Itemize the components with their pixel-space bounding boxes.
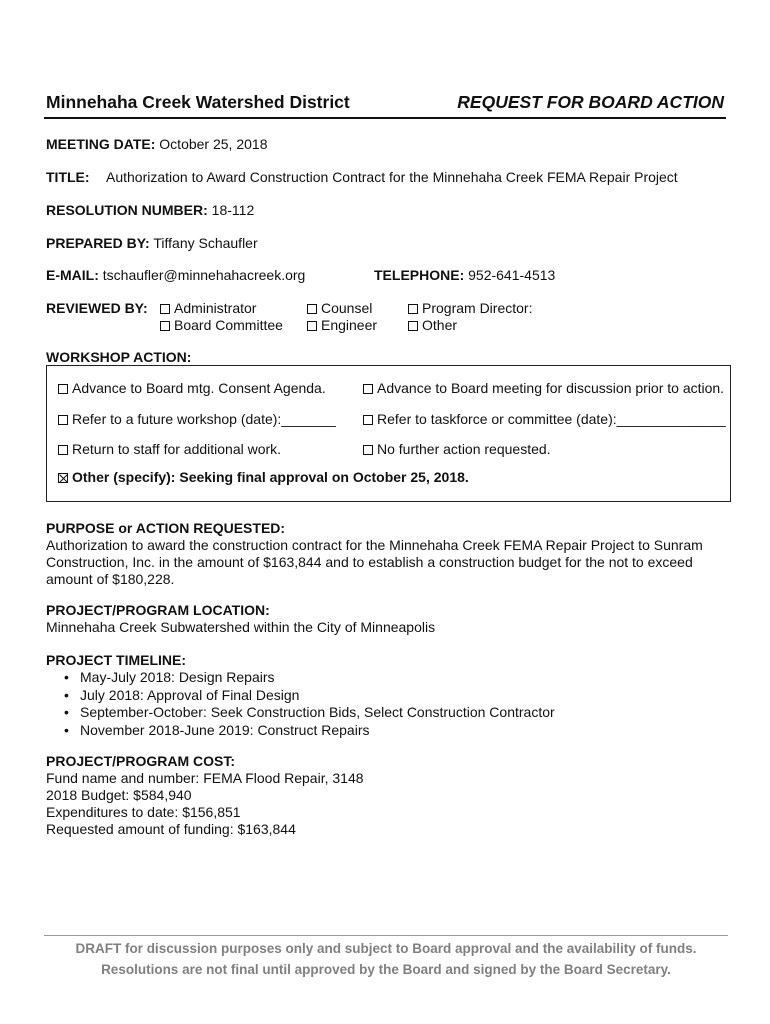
cost-details: Fund name and number: FEMA Flood Repair, 3148 2018 Budget: $584,940 Expenditures to date: $156,851 Requested amount of funding: $163,844: [46, 770, 364, 837]
meeting-date-label: MEETING DATE:: [46, 136, 156, 152]
workshop-option-no-further-action[interactable]: No further action requested.: [363, 441, 551, 457]
reviewed-option-administrator[interactable]: Administrator: [160, 300, 256, 316]
purpose-text: Authorization to award the construction contract for the Minnehaha Creek FEMA Repair Project to Sunram Construction, Inc. in the amount of $163,844 and to establish a construction budget for the not to exceed amount of $180,228.: [46, 537, 703, 587]
workshop-option-other[interactable]: Other (specify): Seeking final approval on October 25, 2018.: [58, 469, 469, 485]
meeting-date-row: [46, 136, 267, 152]
reviewed-option-counsel[interactable]: Counsel: [307, 300, 372, 316]
workshop-option-discussion[interactable]: Advance to Board meeting for discussion prior to action.: [363, 380, 724, 396]
reviewed-option-program-director[interactable]: Program Director:: [408, 300, 532, 316]
reviewed-option-engineer[interactable]: Engineer: [307, 317, 377, 333]
workshop-option-consent-agenda[interactable]: Advance to Board mtg. Consent Agenda.: [58, 380, 326, 396]
resolution-row: [46, 202, 254, 218]
checkbox-icon[interactable]: [160, 321, 170, 331]
header-divider: [44, 117, 726, 119]
location-value: Minnehaha Creek Subwatershed within the City of Minneapolis: [46, 619, 436, 635]
footer-line-2: Resolutions are not final until approved by the Board and signed by the Board Secretary.: [101, 962, 671, 977]
cost-label: PROJECT/PROGRAM COST:: [46, 753, 236, 769]
checkbox-icon[interactable]: [408, 321, 418, 331]
checkbox-icon[interactable]: [307, 321, 317, 331]
timeline-label: PROJECT TIMELINE:: [46, 652, 187, 668]
telephone-row: [374, 267, 555, 283]
resolution-value: 18-112: [211, 202, 255, 218]
list-item: • May-July 2018: Design Repairs: [62, 669, 555, 687]
organization-name: Minnehaha Creek Watershed District: [46, 92, 350, 112]
timeline-list: [62, 669, 555, 739]
list-item: • July 2018: Approval of Final Design: [62, 687, 555, 705]
reviewed-by-label: REVIEWED BY:: [46, 300, 148, 316]
resolution-label: RESOLUTION NUMBER:: [46, 202, 208, 218]
prepared-by-value: Tiffany Schaufler: [153, 235, 258, 251]
checkbox-icon[interactable]: [58, 415, 68, 425]
prepared-by-label: PREPARED BY:: [46, 235, 150, 251]
workshop-option-future-workshop[interactable]: Refer to a future workshop (date):_______: [58, 411, 336, 427]
title-value: Authorization to Award Construction Contract for the Minnehaha Creek FEMA Repair Project: [106, 169, 678, 185]
email-label: E-MAIL:: [46, 267, 99, 283]
checkbox-icon[interactable]: [58, 384, 68, 394]
telephone-label: TELEPHONE:: [374, 267, 465, 283]
title-label: TITLE:: [46, 169, 90, 185]
checked-checkbox-icon[interactable]: [58, 473, 68, 483]
reviewed-option-other[interactable]: Other: [408, 317, 457, 333]
checkbox-icon[interactable]: [58, 445, 68, 455]
location-label: PROJECT/PROGRAM LOCATION:: [46, 602, 270, 618]
footer-divider: [44, 935, 728, 936]
form-title: REQUEST FOR BOARD ACTION: [457, 92, 724, 112]
prepared-by-row: [46, 235, 258, 251]
title-row: [46, 169, 90, 185]
telephone-value: 952-641-4513: [468, 267, 556, 283]
checkbox-icon[interactable]: [363, 445, 373, 455]
checkbox-icon[interactable]: [408, 304, 418, 314]
footer-line-1: DRAFT for discussion purposes only and subject to Board approval and the availability of funds.: [75, 941, 697, 956]
workshop-option-taskforce[interactable]: Refer to taskforce or committee (date):______________: [363, 411, 726, 427]
workshop-option-return-to-staff[interactable]: Return to staff for additional work.: [58, 441, 281, 457]
email-row: [46, 267, 305, 283]
meeting-date-value: October 25, 2018: [159, 136, 268, 152]
list-item: • September-October: Seek Construction Bids, Select Construction Contractor: [62, 704, 555, 722]
purpose-label: PURPOSE or ACTION REQUESTED:: [46, 520, 286, 536]
checkbox-icon[interactable]: [160, 304, 170, 314]
checkbox-icon[interactable]: [363, 415, 373, 425]
email-value: tschaufler@minnehahacreek.org: [102, 267, 306, 283]
checkbox-icon[interactable]: [363, 384, 373, 394]
checkbox-icon[interactable]: [307, 304, 317, 314]
reviewed-option-board-committee[interactable]: Board Committee: [160, 317, 283, 333]
workshop-action-label: WORKSHOP ACTION:: [46, 349, 192, 365]
list-item: • November 2018-June 2019: Construct Repairs: [62, 722, 555, 740]
